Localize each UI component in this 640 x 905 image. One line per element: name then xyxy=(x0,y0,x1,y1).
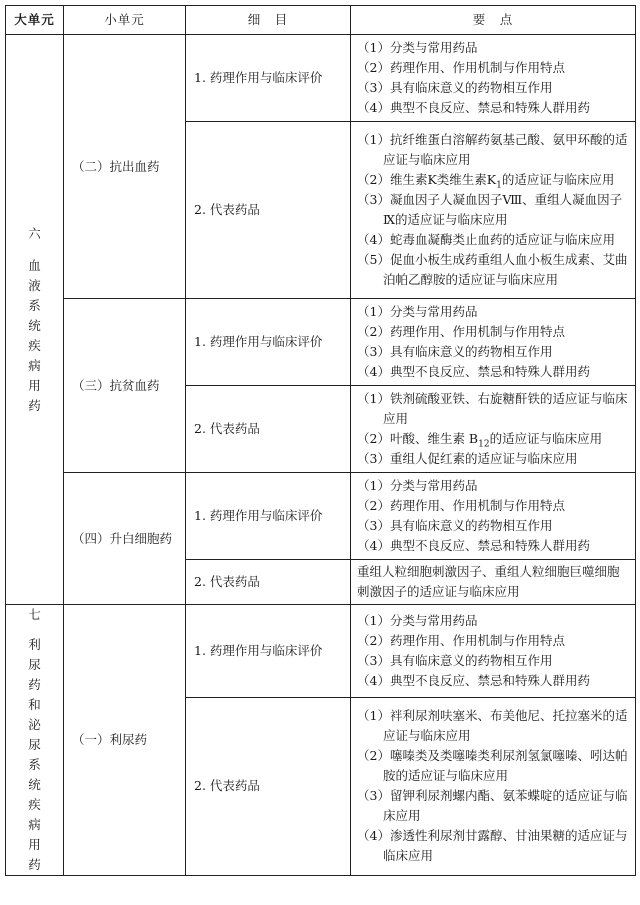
header-minor-unit: 小单元 xyxy=(64,6,186,35)
unit-title-char: 病 xyxy=(28,357,41,373)
unit-title-char: 病 xyxy=(28,817,41,832)
point: （3）具有临床意义的药物相互作用 xyxy=(357,518,553,533)
point: （1）分类与常用药品 xyxy=(357,40,478,55)
item-pharmacology: 1. 药理作用与临床评价 xyxy=(186,35,351,122)
point: （3）留钾利尿剂螺内酯、氨苯蝶啶的适应证与临床应用 xyxy=(357,788,628,824)
item-representative: 2. 代表药品 xyxy=(186,386,351,473)
unit-title-char: 和 xyxy=(28,697,41,712)
key-points xyxy=(351,299,636,386)
item-pharmacology: 1. 药理作用与临床评价 xyxy=(186,299,351,386)
table-row xyxy=(6,35,636,122)
minor-unit-leukocyte: （四）升白细胞药 xyxy=(64,473,186,605)
point: （2）噻嗪类及类噻嗪类利尿剂氢氯噻嗪、吲达帕胺的适应证与临床应用 xyxy=(357,748,628,784)
point: （4）典型不良反应、禁忌和特殊人群用药 xyxy=(357,672,590,688)
point: （3）具有临床意义的药物相互作用 xyxy=(357,344,553,359)
point: （3）重组人促红素的适应证与临床应用 xyxy=(357,451,578,466)
point: （2）药理作用、作用机制与作用特点 xyxy=(357,324,565,339)
minor-unit-diuretic: （一）利尿药 xyxy=(64,605,186,876)
point: （2）叶酸、维生素 $B_{12}$的适应证与临床应用 xyxy=(357,431,603,450)
major-unit-7 xyxy=(6,605,64,876)
unit-title-char: 液 xyxy=(28,277,41,293)
unit-title-char: 用 xyxy=(28,377,41,393)
unit-title-char: 统 xyxy=(28,777,41,792)
point: （2）药理作用、作用机制与作用特点 xyxy=(357,60,565,75)
header-row xyxy=(6,6,636,35)
point: （3）具有临床意义的药物相互作用 xyxy=(357,80,553,95)
point: （4）典型不良反应、禁忌和特殊人群用药 xyxy=(357,100,590,115)
item-representative: 2. 代表药品 xyxy=(186,122,351,299)
unit-title-char: 血 xyxy=(28,257,41,273)
unit-title-char: 用 xyxy=(28,837,41,852)
point: （4）渗透性利尿剂甘露醇、甘油果糖的适应证与临床应用 xyxy=(357,828,628,864)
table-row xyxy=(6,473,636,560)
key-points xyxy=(351,697,636,875)
unit-title-char: 泌 xyxy=(28,717,41,732)
minor-unit-antibleeding: （二）抗出血药 xyxy=(64,35,186,299)
table-row xyxy=(6,299,636,386)
point: （2）维生素K类维生素$K_1$的适应证与临床应用 xyxy=(357,172,615,191)
point: （1）抗纤维蛋白溶解药氨基己酸、氨甲环酸的适应证与临床应用 xyxy=(357,132,628,167)
table-row xyxy=(6,605,636,698)
point: （4）典型不良反应、禁忌和特殊人群用药 xyxy=(357,364,590,379)
point: （1）袢利尿剂呋塞米、布美他尼、托拉塞米的适应证与临床应用 xyxy=(357,708,628,744)
point: （2）药理作用、作用机制与作用特点 xyxy=(357,498,565,513)
minor-unit-antianemia: （三）抗贫血药 xyxy=(64,299,186,473)
item-representative: 2. 代表药品 xyxy=(186,560,351,605)
syllabus-table xyxy=(5,5,636,876)
unit-title-char: 系 xyxy=(28,757,41,772)
unit-title-char: 尿 xyxy=(28,657,41,672)
header-major-unit: 大单元 xyxy=(6,6,64,35)
point: （4）蛇毒血凝酶类止血药的适应证与临床应用 xyxy=(357,232,615,247)
header-key-points: 要 点 xyxy=(351,6,636,35)
unit-title-char: 系 xyxy=(28,297,41,313)
unit-number: 七 xyxy=(28,607,41,622)
unit-title-char: 尿 xyxy=(28,737,41,752)
point: （1）分类与常用药品 xyxy=(357,478,478,493)
key-points xyxy=(351,605,636,698)
unit-title-char: 药 xyxy=(28,397,41,413)
point: （1）分类与常用药品 xyxy=(357,612,478,628)
point: （5）促血小板生成药重组人血小板生成素、艾曲泊帕乙醇胺的适应证与临床应用 xyxy=(357,252,628,287)
item-pharmacology: 1. 药理作用与临床评价 xyxy=(186,605,351,698)
header-detail: 细 目 xyxy=(186,6,351,35)
item-representative: 2. 代表药品 xyxy=(186,697,351,875)
point: （1）分类与常用药品 xyxy=(357,304,478,319)
unit-title-char: 疾 xyxy=(28,337,41,353)
item-pharmacology: 1. 药理作用与临床评价 xyxy=(186,473,351,560)
key-points xyxy=(351,122,636,299)
key-points xyxy=(351,473,636,560)
key-points xyxy=(351,386,636,473)
point: （2）药理作用、作用机制与作用特点 xyxy=(357,632,565,648)
point: 重组人粒细胞刺激因子、重组人粒细胞巨噬细胞刺激因子的适应证与临床应用 xyxy=(357,564,620,599)
point: （3）凝血因子人凝血因子Ⅷ、重组人凝血因子Ⅸ的适应证与临床应用 xyxy=(357,192,623,227)
major-unit-6 xyxy=(6,35,64,605)
unit-title-char: 统 xyxy=(28,317,41,333)
key-points xyxy=(351,35,636,122)
unit-title-char: 药 xyxy=(28,677,41,692)
key-points xyxy=(351,560,636,605)
point: （1）铁剂硫酸亚铁、右旋糖酐铁的适应证与临床应用 xyxy=(357,391,628,426)
unit-title-char: 利 xyxy=(28,637,41,652)
point: （3）具有临床意义的药物相互作用 xyxy=(357,652,553,668)
unit-title-char: 疾 xyxy=(28,797,41,812)
unit-title-char: 药 xyxy=(28,857,41,872)
point: （4）典型不良反应、禁忌和特殊人群用药 xyxy=(357,538,590,553)
unit-number: 六 xyxy=(28,225,41,241)
